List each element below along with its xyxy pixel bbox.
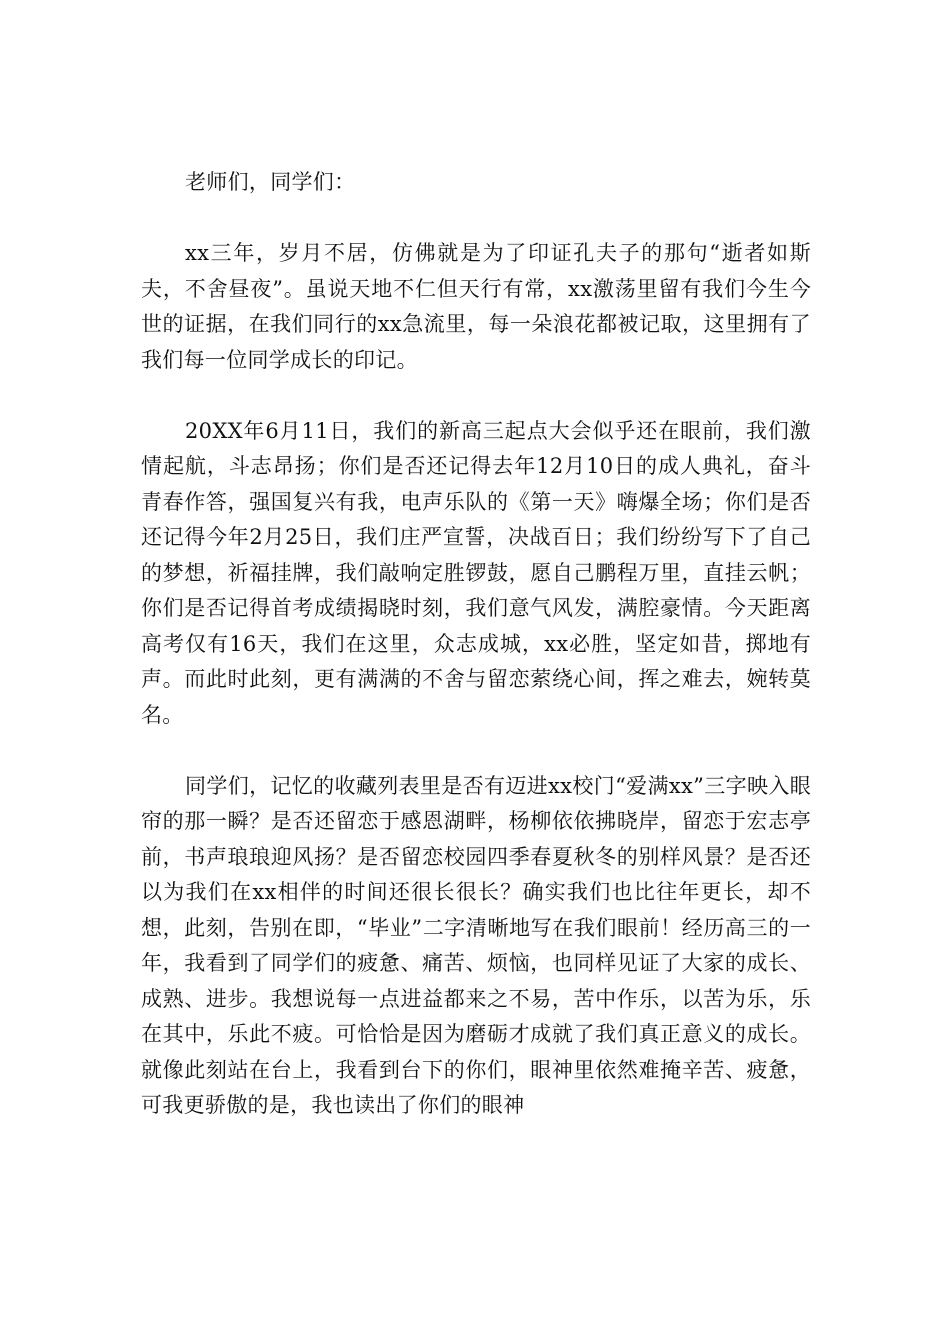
document-body <box>141 165 811 1124</box>
paragraph-1: xx三年，岁月不居，仿佛就是为了印证孔夫子的那句“逝者如斯夫，不舍昼夜”。虽说天地不仁但天行有常，xx激荡里留有我们今生今世的证据，在我们同行的xx急流里，每一朵浪花都被记取，这里拥有了我们每一位同学成长的印记。 <box>141 241 811 372</box>
paragraph-3: 同学们，记忆的收藏列表里是否有迈进xx校门“爱满xx”三字映入眼帘的那一瞬？是否还留恋于感恩湖畔，杨柳依依拂晓岸，留恋于宏志亭前，书声琅琅迎风扬？是否留恋校园四季春夏秋冬的别样风景？是否还以为我们在xx相伴的时间还很长很长？确实我们也比往年更长，却不想，此刻，告别在即，“毕业”二字清晰地写在我们眼前！经历高三的一年，我看到了同学们的疲惫、痛苦、烦恼，也同样见证了大家的成长、成熟、进步。我想说每一点进益都来之不易，苦中作乐，以苦为乐，乐在其中，乐此不疲。可恰恰是因为磨砺才成就了我们真正意义的成长。就像此刻站在台上，我看到台下的你们，眼神里依然难掩辛苦、疲惫，可我更骄傲的是，我也读出了你们的眼神 <box>141 773 811 1117</box>
salutation: 老师们，同学们： <box>185 170 356 194</box>
paragraph-2: 20XX年6月11日，我们的新高三起点大会似乎还在眼前，我们激情起航，斗志昂扬；你们是否还记得去年12月10日的成人典礼，奋斗青春作答，强国复兴有我，电声乐队的《第一天》嗨爆全场；你们是否还记得今年2月25日，我们庄严宣誓，决战百日；我们纷纷写下了自己的梦想，祈福挂牌，我们敲响定胜锣鼓，愿自己鹏程万里，直挂云帆；你们是否记得首考成绩揭晓时刻，我们意气风发，满腔豪情。今天距离高考仅有16天，我们在这里，众志成城，xx必胜，坚定如昔，掷地有声。而此时此刻，更有满满的不舍与留恋萦绕心间，挥之难去，婉转莫名。 <box>141 418 811 727</box>
